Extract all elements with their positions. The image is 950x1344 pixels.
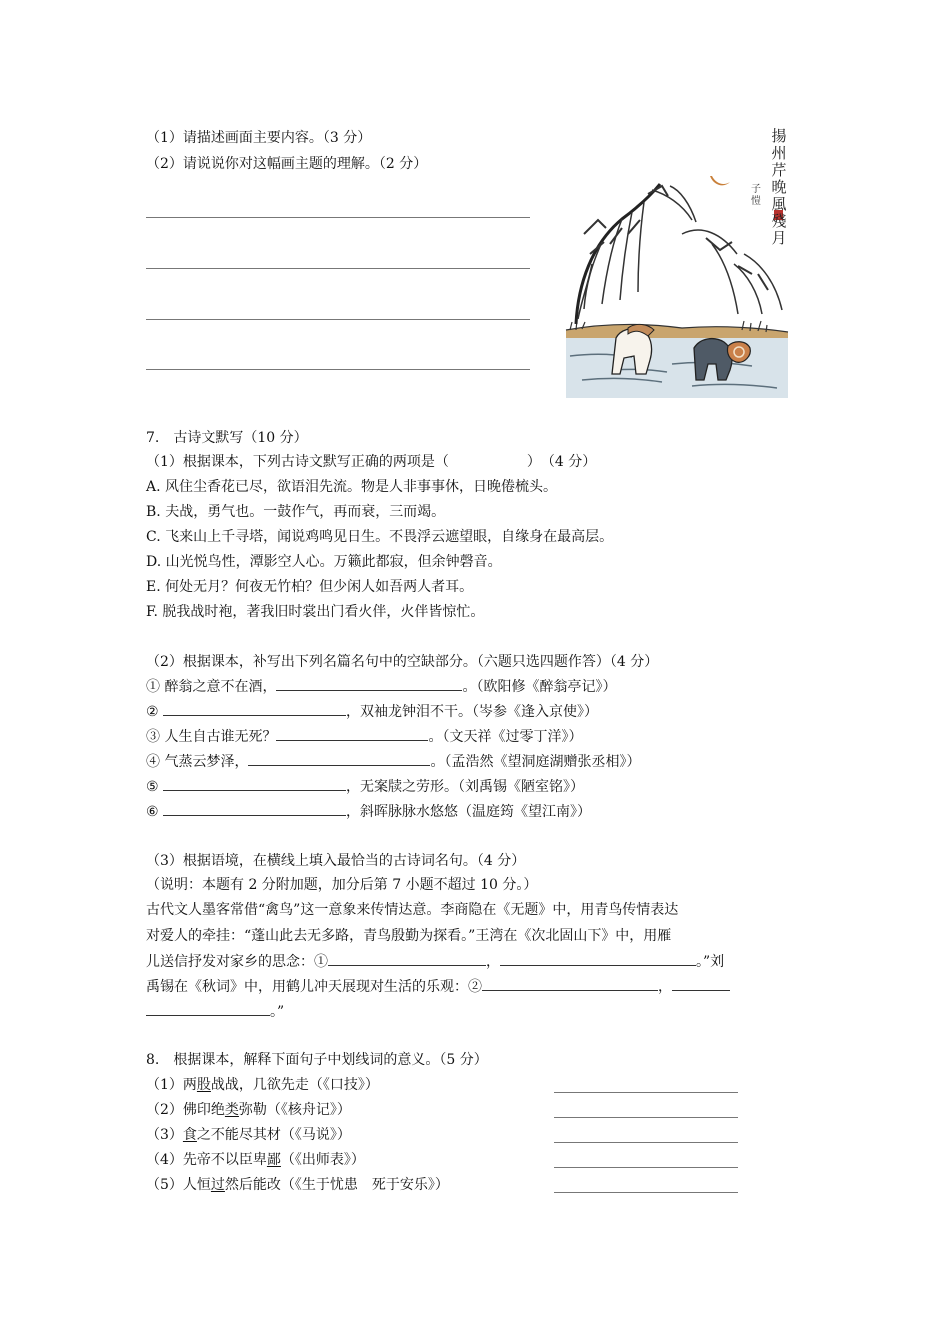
q7-option-c: C. 飞来山上千寻塔，闻说鸡鸣见日生。不畏浮云遮望眼，自缘身在最高层。 xyxy=(146,529,614,545)
fill-blank[interactable] xyxy=(482,976,658,991)
fill-blank[interactable] xyxy=(328,951,486,966)
q7-option-d: D. 山光悦鸟性，潭影空人心。万籁此都寂，但余钟磬音。 xyxy=(146,554,502,570)
q8-item-2-post: 弥勒（《核舟记》） xyxy=(238,1102,351,1118)
q7-p2-item-4-post: 。（孟浩然《望洞庭湖赠张丞相》） xyxy=(430,754,641,770)
q7-p2-item-5 xyxy=(146,776,584,797)
q7-option-a: A. 风住尘香花已尽，欲语泪先流。物是人非事事休，日晚倦梳头。 xyxy=(146,479,558,495)
q7-p3-line-1: 古代文人墨客常借“禽鸟”这一意象来传情达意。李商隐在《无题》中，用青鸟传情表达 xyxy=(146,902,679,918)
q7-p2-item-4-pre: ④ 气蒸云梦泽， xyxy=(146,754,249,770)
answer-line-1[interactable] xyxy=(146,217,530,218)
q8-item-4-post: （《出师表》） xyxy=(280,1152,365,1168)
q7-p3-line-4 xyxy=(146,976,730,997)
painting-signature: 子愷 xyxy=(751,184,761,207)
q8-item-3 xyxy=(146,1125,351,1145)
q7-p3-line-4-comma: ， xyxy=(658,979,672,995)
q7-p3-line-5-post: 。” xyxy=(270,1004,285,1020)
fill-blank[interactable] xyxy=(276,726,428,741)
q8-item-1-pre: （1）两 xyxy=(146,1077,197,1093)
q8-item-2 xyxy=(146,1100,351,1120)
q7-p1-stem-a: （1）根据课本，下列古诗文默写正确的两项是（ xyxy=(146,454,449,470)
q8-answer-line-5[interactable] xyxy=(554,1192,738,1193)
q8-item-5 xyxy=(146,1175,449,1195)
q8-answer-line-2[interactable] xyxy=(554,1117,738,1118)
q6-sub2: （2）请说说你对这幅画主题的理解。（2 分） xyxy=(146,156,428,172)
fill-blank[interactable] xyxy=(163,801,346,816)
answer-line-3[interactable] xyxy=(146,319,530,320)
q7-p3-line-2: 对爱人的牵挂：“蓬山此去无多路，青鸟殷勤为探看。”王湾在《次北固山下》中，用雁 xyxy=(146,928,672,944)
q8-answer-line-3[interactable] xyxy=(554,1142,738,1143)
q7-option-b: B. 夫战，勇气也。一鼓作气，再而衰，三而竭。 xyxy=(146,504,446,520)
q8-answer-line-4[interactable] xyxy=(554,1167,738,1168)
q7-option-e: E. 何处无月？何夜无竹柏？但少闲人如吾两人者耳。 xyxy=(146,579,474,595)
q7-p3-line-3 xyxy=(146,951,724,972)
underlined-word: 鄙 xyxy=(266,1152,281,1168)
q8-item-3-pre: （3） xyxy=(146,1127,183,1143)
underlined-word: 股 xyxy=(196,1077,211,1093)
ink-painting xyxy=(562,124,792,400)
q7-p2-item-6-pre: ⑥ xyxy=(146,804,164,820)
q7-p2-item-2-post: ，双袖龙钟泪不干。（岑参《逢入京使》） xyxy=(346,704,599,720)
q7-p3-note: （说明：本题有 2 分附加题，加分后第 7 小题不超过 10 分。） xyxy=(146,877,538,893)
fill-blank[interactable] xyxy=(276,676,462,691)
q6-sub1: （1）请描述画面主要内容。（3 分） xyxy=(146,130,372,146)
q7-p3-line-4-pre: 禹锡在《秋词》中，用鹤儿冲天展现对生活的乐观：② xyxy=(146,979,482,995)
fill-blank[interactable] xyxy=(163,701,346,716)
underlined-word: 类 xyxy=(224,1102,239,1118)
q7-p2-item-2 xyxy=(146,701,598,722)
q8-item-4 xyxy=(146,1150,365,1170)
painting-inscription: 揚州芹晚風殘月 xyxy=(771,127,787,247)
answer-line-4[interactable] xyxy=(146,369,530,370)
q7-title: 7. 古诗文默写（10 分） xyxy=(146,430,308,446)
q8-item-5-pre: （5）人恒 xyxy=(146,1177,211,1193)
q8-item-3-post: 之不能尽其材（《马说》） xyxy=(196,1127,351,1143)
q7-p2-item-3 xyxy=(146,726,582,747)
q7-p2-item-5-pre: ⑤ xyxy=(146,779,164,795)
q7-p1-stem xyxy=(146,452,596,472)
q7-p1-stem-b: ） （4 分） xyxy=(526,454,597,470)
q8-item-1 xyxy=(146,1075,379,1095)
q8-item-2-pre: （2）佛印绝 xyxy=(146,1102,225,1118)
q7-p3-stem: （3）根据语境，在横线上填入最恰当的古诗词名句。（4 分） xyxy=(146,853,526,869)
q7-p2-item-1 xyxy=(146,676,616,697)
q7-p3-line-3-pre: 儿送信抒发对家乡的思念：① xyxy=(146,954,328,970)
q8-item-5-post: 然后能改（《生于忧患 死于安乐》） xyxy=(224,1177,449,1193)
q7-p2-item-3-post: 。（文天祥《过零丁洋》） xyxy=(428,729,583,745)
q7-p2-item-5-post: ，无案牍之劳形。（刘禹锡《陋室铭》） xyxy=(346,779,585,795)
q7-p3-line-3-comma: ， xyxy=(486,954,500,970)
fill-blank[interactable] xyxy=(146,1001,270,1016)
q7-p3-line-3-post: 。”刘 xyxy=(696,954,725,970)
q7-p2-stem: （2）根据课本，补写出下列名篇名句中的空缺部分。（六题只选四题作答）（4 分） xyxy=(146,654,659,670)
fill-blank[interactable] xyxy=(672,976,730,991)
q7-p2-item-3-pre: ③ 人生自古谁无死？ xyxy=(146,729,277,745)
q8-answer-line-1[interactable] xyxy=(554,1092,738,1093)
fill-blank[interactable] xyxy=(163,776,346,791)
q7-p2-item-1-post: 。（欧阳修《醉翁亭记》） xyxy=(462,679,617,695)
fill-blank[interactable] xyxy=(500,951,696,966)
q7-p2-item-4 xyxy=(146,751,640,772)
underlined-word: 食 xyxy=(182,1127,197,1143)
q7-p3-line-5 xyxy=(146,1001,284,1022)
q7-option-f: F. 脱我战时袍，著我旧时裳出门看火伴，火伴皆惊忙。 xyxy=(146,604,485,620)
q8-item-1-post: 战战，几欲先走（《口技》） xyxy=(210,1077,379,1093)
q7-p2-item-6 xyxy=(146,801,591,822)
q8-title: 8. 根据课本，解释下面句子中划线词的意义。（5 分） xyxy=(146,1052,488,1068)
fill-blank[interactable] xyxy=(248,751,430,766)
answer-line-2[interactable] xyxy=(146,268,530,269)
underlined-word: 过 xyxy=(210,1177,225,1193)
q8-item-4-pre: （4）先帝不以臣卑 xyxy=(146,1152,267,1168)
q7-p2-item-6-post: ，斜晖脉脉水悠悠（温庭筠《望江南》） xyxy=(346,804,592,820)
q7-p2-item-2-pre: ② xyxy=(146,704,164,720)
q7-p2-item-1-pre: ① 醉翁之意不在酒， xyxy=(146,679,277,695)
